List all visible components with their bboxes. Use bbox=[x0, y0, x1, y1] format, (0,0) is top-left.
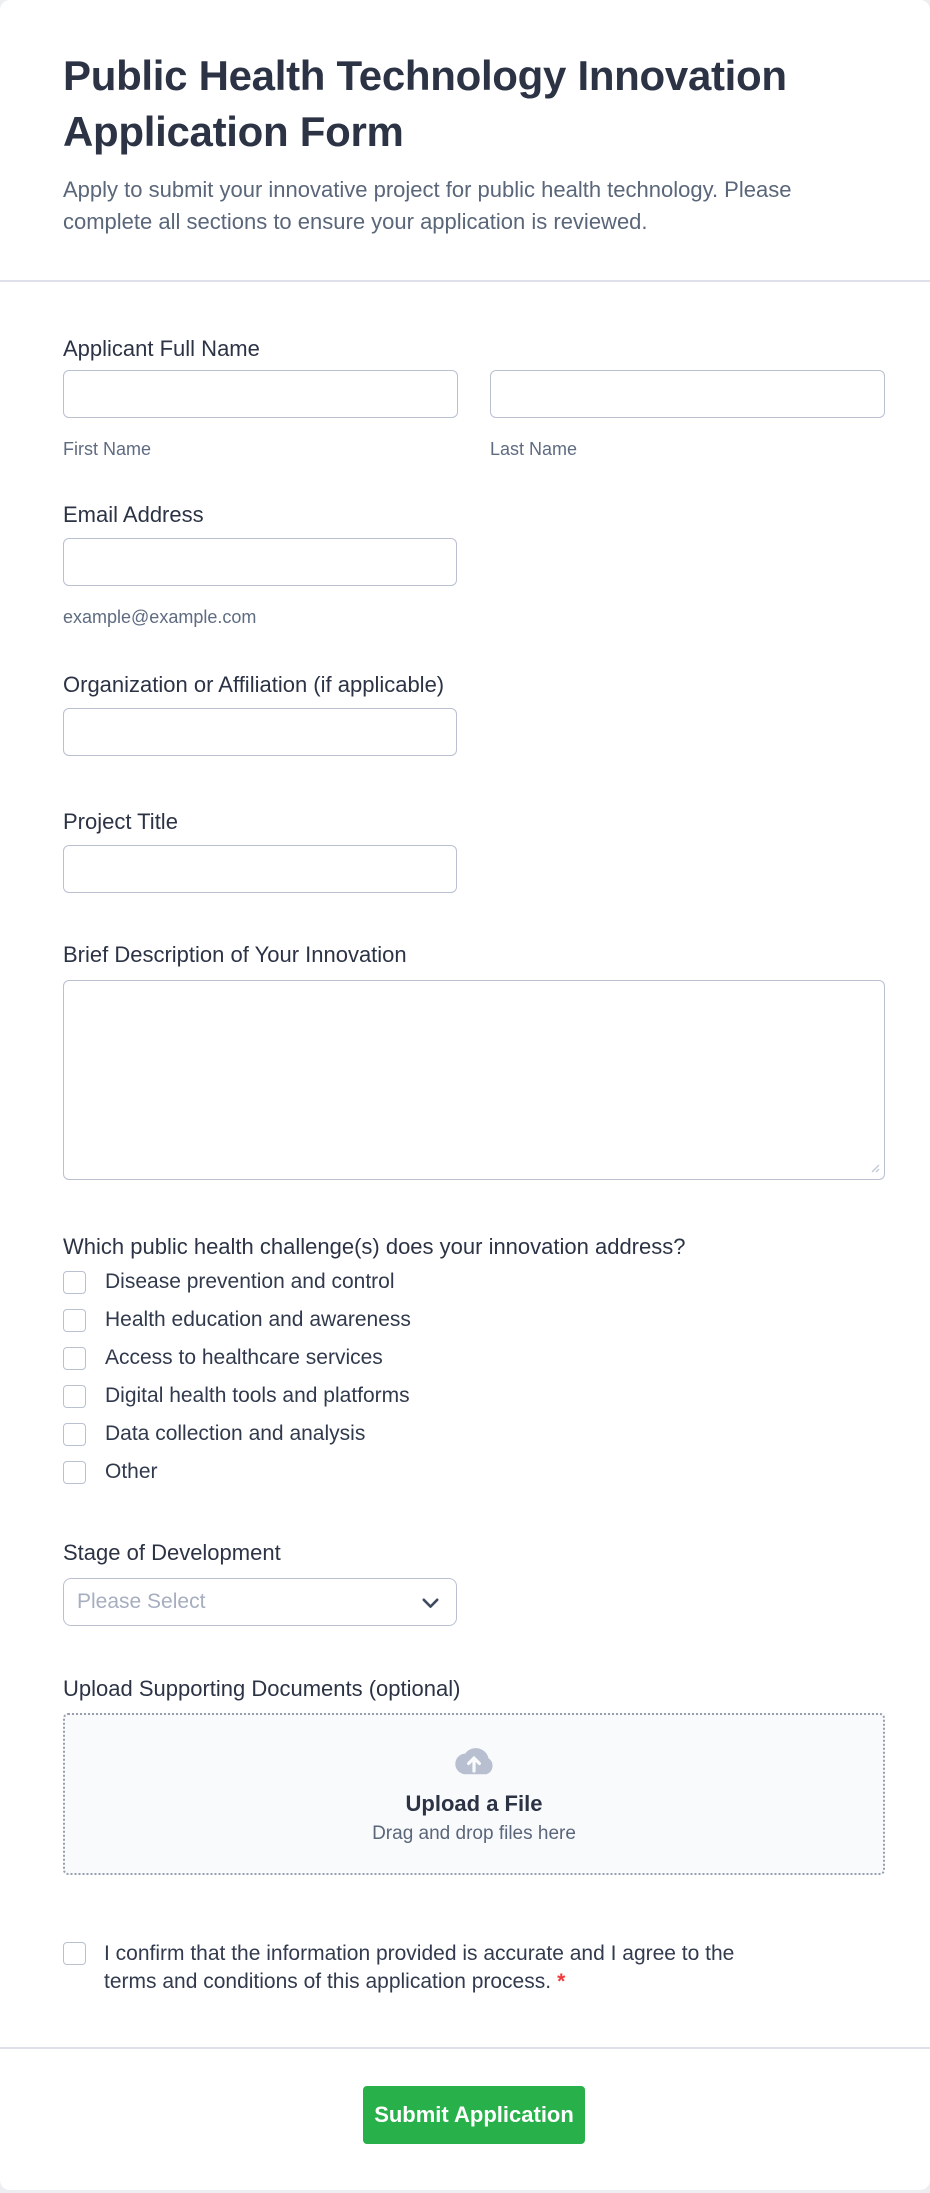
page-title bbox=[63, 48, 885, 160]
stage-label: Stage of Development bbox=[63, 1540, 281, 1565]
cloud-upload-icon bbox=[450, 1744, 498, 1779]
challenges-options bbox=[63, 1263, 885, 1491]
challenge-option-access-healthcare[interactable] bbox=[63, 1339, 885, 1377]
stage-select[interactable] bbox=[63, 1578, 457, 1626]
question-upload bbox=[63, 1676, 885, 1875]
upload-button-text: Upload a File bbox=[405, 1790, 543, 1816]
form-description-line2: complete all sections to ensure your application is reviewed. bbox=[63, 209, 648, 234]
description-label: Brief Description of Your Innovation bbox=[63, 942, 407, 967]
challenge-option-label: Disease prevention and control bbox=[105, 1270, 395, 1293]
question-organization bbox=[63, 672, 885, 756]
challenge-checkbox-4[interactable] bbox=[63, 1423, 86, 1446]
organization-input[interactable] bbox=[63, 708, 457, 756]
confirmation-text: terms and conditions of this application process. bbox=[104, 1970, 552, 1993]
full-name-label: Applicant Full Name bbox=[63, 336, 260, 361]
challenge-option-label: Health education and awareness bbox=[105, 1308, 411, 1331]
organization-label: Organization or Affiliation (if applicable) bbox=[63, 672, 445, 697]
confirmation-text-line1: I confirm that the information provided is accurate and I agree to the bbox=[104, 1942, 735, 1965]
confirmation-checkbox[interactable] bbox=[63, 1942, 86, 1965]
submit-button[interactable]: Submit Application bbox=[363, 2086, 585, 2144]
challenge-option-label: Digital health tools and platforms bbox=[105, 1384, 410, 1407]
challenge-checkbox-3[interactable] bbox=[63, 1385, 86, 1408]
last-name-sublabel: Last Name bbox=[490, 439, 578, 459]
project-title-input[interactable] bbox=[63, 845, 457, 893]
required-asterisk: * bbox=[557, 1970, 566, 1993]
first-name-sublabel: First Name bbox=[63, 439, 152, 459]
description-textarea[interactable] bbox=[63, 980, 885, 1180]
upload-hint: Drag and drop files here bbox=[372, 1822, 576, 1844]
upload-dropzone[interactable] bbox=[63, 1713, 885, 1875]
project-title-label: Project Title bbox=[63, 809, 178, 834]
page-title-line2: Application Form bbox=[63, 108, 404, 155]
challenge-option-label: Data collection and analysis bbox=[105, 1422, 366, 1445]
form-header bbox=[0, 0, 930, 238]
challenge-option-data-collection[interactable] bbox=[63, 1415, 885, 1453]
question-confirmation bbox=[63, 1940, 885, 1996]
challenge-option-health-education[interactable] bbox=[63, 1301, 885, 1339]
challenge-option-label: Other bbox=[105, 1460, 158, 1483]
question-full-name bbox=[63, 336, 885, 460]
question-stage bbox=[63, 1540, 885, 1626]
email-label: Email Address bbox=[63, 502, 204, 527]
upload-label: Upload Supporting Documents (optional) bbox=[63, 1676, 461, 1701]
challenge-option-disease-prevention[interactable] bbox=[63, 1263, 885, 1301]
stage-select-value: Please Select bbox=[77, 1590, 206, 1613]
chevron-down-icon bbox=[422, 1598, 439, 1609]
confirmation-text-line2 bbox=[63, 1968, 885, 1996]
challenge-checkbox-5[interactable] bbox=[63, 1461, 86, 1484]
challenge-option-label: Access to healthcare services bbox=[105, 1346, 383, 1369]
challenge-option-other[interactable] bbox=[63, 1453, 885, 1491]
footer-divider bbox=[0, 2047, 930, 2049]
first-name-input[interactable] bbox=[63, 370, 458, 418]
header-divider bbox=[0, 280, 930, 282]
challenge-checkbox-1[interactable] bbox=[63, 1309, 86, 1332]
question-description bbox=[63, 942, 885, 1180]
challenge-checkbox-0[interactable] bbox=[63, 1271, 86, 1294]
page-title-line1: Public Health Technology Innovation bbox=[63, 52, 787, 99]
question-project-title bbox=[63, 809, 885, 893]
email-sublabel: example@example.com bbox=[63, 607, 257, 627]
form-body bbox=[0, 336, 930, 2144]
challenge-option-digital-tools[interactable] bbox=[63, 1377, 885, 1415]
form-description-line1: Apply to submit your innovative project for public health technology. Please bbox=[63, 177, 792, 202]
form-description bbox=[63, 174, 885, 238]
last-name-input[interactable] bbox=[490, 370, 885, 418]
question-challenges bbox=[63, 1234, 885, 1491]
challenge-checkbox-2[interactable] bbox=[63, 1347, 86, 1370]
challenges-label: Which public health challenge(s) does your innovation address? bbox=[63, 1234, 686, 1259]
email-input[interactable] bbox=[63, 538, 457, 586]
question-email bbox=[63, 502, 885, 628]
